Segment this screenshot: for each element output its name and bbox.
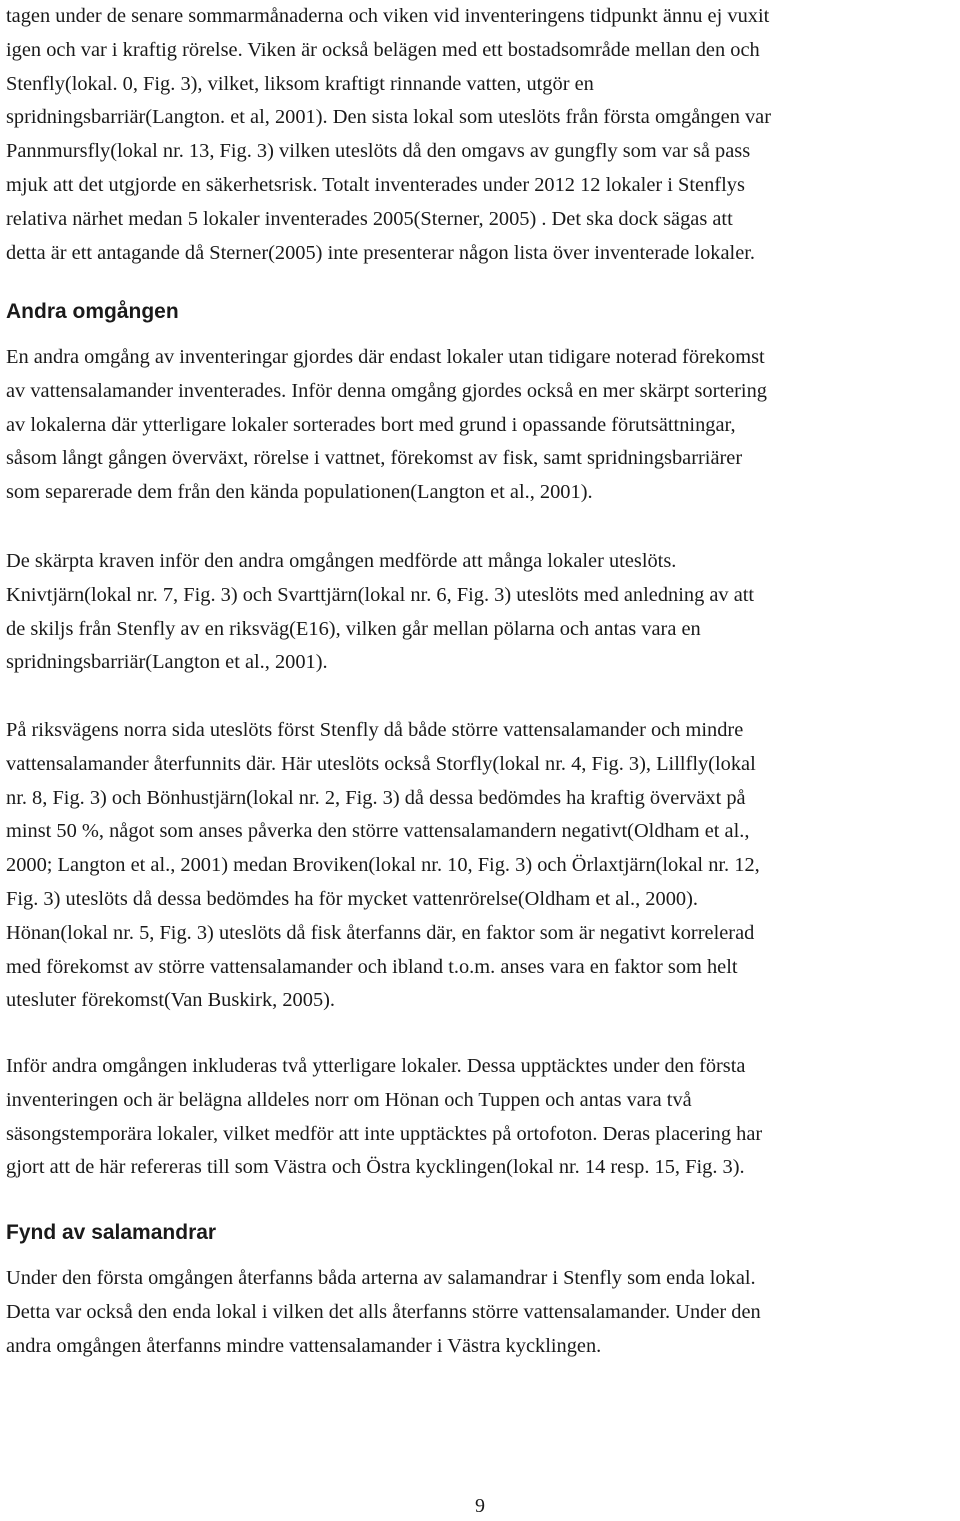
text-line: inventeringen och är belägna alldeles norr om Hönan och Tuppen och antas vara två — [6, 1088, 692, 1111]
section-heading-andra-omgangen: Andra omgången — [6, 300, 179, 323]
text-line: av lokalerna där ytterligare lokaler sorterades bort med grund i opassande förutsättningar, — [6, 413, 736, 436]
text-line: vattensalamander återfunnits där. Här uteslöts också Storfly(lokal nr. 4, Fig. 3), Lillfly(lokal — [6, 752, 756, 775]
text-line: nr. 8, Fig. 3) och Bönhustjärn(lokal nr. 2, Fig. 3) då dessa bedömdes ha kraftig överväxt på — [6, 786, 746, 809]
text-line: På riksvägens norra sida uteslöts först Stenfly då både större vattensalamander och mindre — [6, 719, 744, 741]
text-line: med förekomst av större vattensalamander och ibland t.o.m. anses vara en faktor som helt — [6, 955, 738, 978]
text-line: Knivtjärn(lokal nr. 7, Fig. 3) och Svarttjärn(lokal nr. 6, Fig. 3) uteslöts med anledning av att — [6, 583, 755, 606]
text-line: Fig. 3) uteslöts då dessa bedömdes ha för mycket vattenrörelse(Oldham et al., 2000). — [6, 887, 698, 910]
text-line: De skärpta kraven inför den andra omgången medförde att många lokaler uteslöts. — [6, 550, 677, 572]
text-line: tagen under de senare sommarmånaderna och viken vid inventeringens tidpunkt ännu ej vuxit — [6, 5, 770, 27]
text-line: detta är ett antagande då Sterner(2005) inte presenterar någon lista över inventerade lokaler. — [6, 241, 756, 264]
text-line: Under den första omgången återfanns båda arterna av salamandrar i Stenfly som enda lokal. — [6, 1267, 756, 1289]
section-heading-fynd-av-salamandrar: Fynd av salamandrar — [6, 1221, 217, 1244]
text-line: av vattensalamander inventerades. Inför denna omgång gjordes också en mer skärpt sortering — [6, 379, 767, 402]
text-line: gjort att de här refereras till som Västra och Östra kycklingen(lokal nr. 14 resp. 15, Fig. 3). — [6, 1156, 745, 1179]
text-line: Pannmursfly(lokal nr. 13, Fig. 3) vilken uteslöts då den omgavs av gungfly som var så pass — [6, 140, 751, 163]
andra-paragraph-4 — [6, 1050, 954, 1185]
text-line: såsom långt gången överväxt, rörelse i vattnet, förekomst av fisk, samt spridningsbarriärer — [6, 447, 743, 470]
intro-paragraph — [6, 0, 954, 270]
text-line: Stenfly(lokal. 0, Fig. 3), vilket, liksom kraftigt rinnande vatten, utgör en — [6, 72, 594, 95]
text-line: En andra omgång av inventeringar gjordes där endast lokaler utan tidigare noterad förekomst — [6, 346, 765, 368]
text-line: utesluter förekomst(Van Buskirk, 2005). — [6, 989, 336, 1012]
text-line: Inför andra omgången inkluderas två ytterligare lokaler. Dessa upptäcktes under den första — [6, 1055, 746, 1077]
andra-paragraph-1 — [6, 341, 954, 510]
andra-paragraph-3 — [6, 714, 954, 1018]
text-line: relativa närhet medan 5 lokaler inventerades 2005(Sterner, 2005) . Det ska dock sägas att — [6, 207, 733, 230]
text-line: de skiljs från Stenfly av en riksväg(E16), vilken går mellan pölarna och antas vara en — [6, 617, 701, 640]
fynd-paragraph-1 — [6, 1262, 954, 1363]
text-line: som separerade dem från den kända populationen(Langton et al., 2001). — [6, 481, 593, 504]
text-line: mjuk att det utgjorde en säkerhetsrisk. Totalt inventerades under 2012 12 lokaler i Stenflys — [6, 173, 745, 196]
text-line: andra omgången återfanns mindre vattensalamander i Västra kycklingen. — [6, 1334, 602, 1357]
text-line: 2000; Langton et al., 2001) medan Broviken(lokal nr. 10, Fig. 3) och Örlaxtjärn(lokal nr. 12, — [6, 854, 760, 877]
text-line: igen och var i kraftig rörelse. Viken är också belägen med ett bostadsområde mellan den och — [6, 38, 760, 61]
text-line: Detta var också den enda lokal i vilken det alls återfanns större vattensalamander. Under den — [6, 1300, 761, 1323]
text-line: spridningsbarriär(Langton et al., 2001). — [6, 651, 328, 674]
text-line: spridningsbarriär(Langton. et al, 2001). Den sista lokal som uteslöts från första omgången var — [6, 106, 772, 129]
text-line: Hönan(lokal nr. 5, Fig. 3) uteslöts då fisk återfanns där, en faktor som är negativt korrelerad — [6, 921, 755, 944]
text-line: minst 50 %, något som anses påverka den större vattensalamandern negativt(Oldham et al., — [6, 820, 750, 843]
andra-paragraph-2 — [6, 545, 954, 680]
text-line: säsongstemporära lokaler, vilket medför att inte upptäcktes på ortofoton. Deras placering har — [6, 1122, 763, 1145]
page-number: 9 — [475, 1495, 485, 1517]
